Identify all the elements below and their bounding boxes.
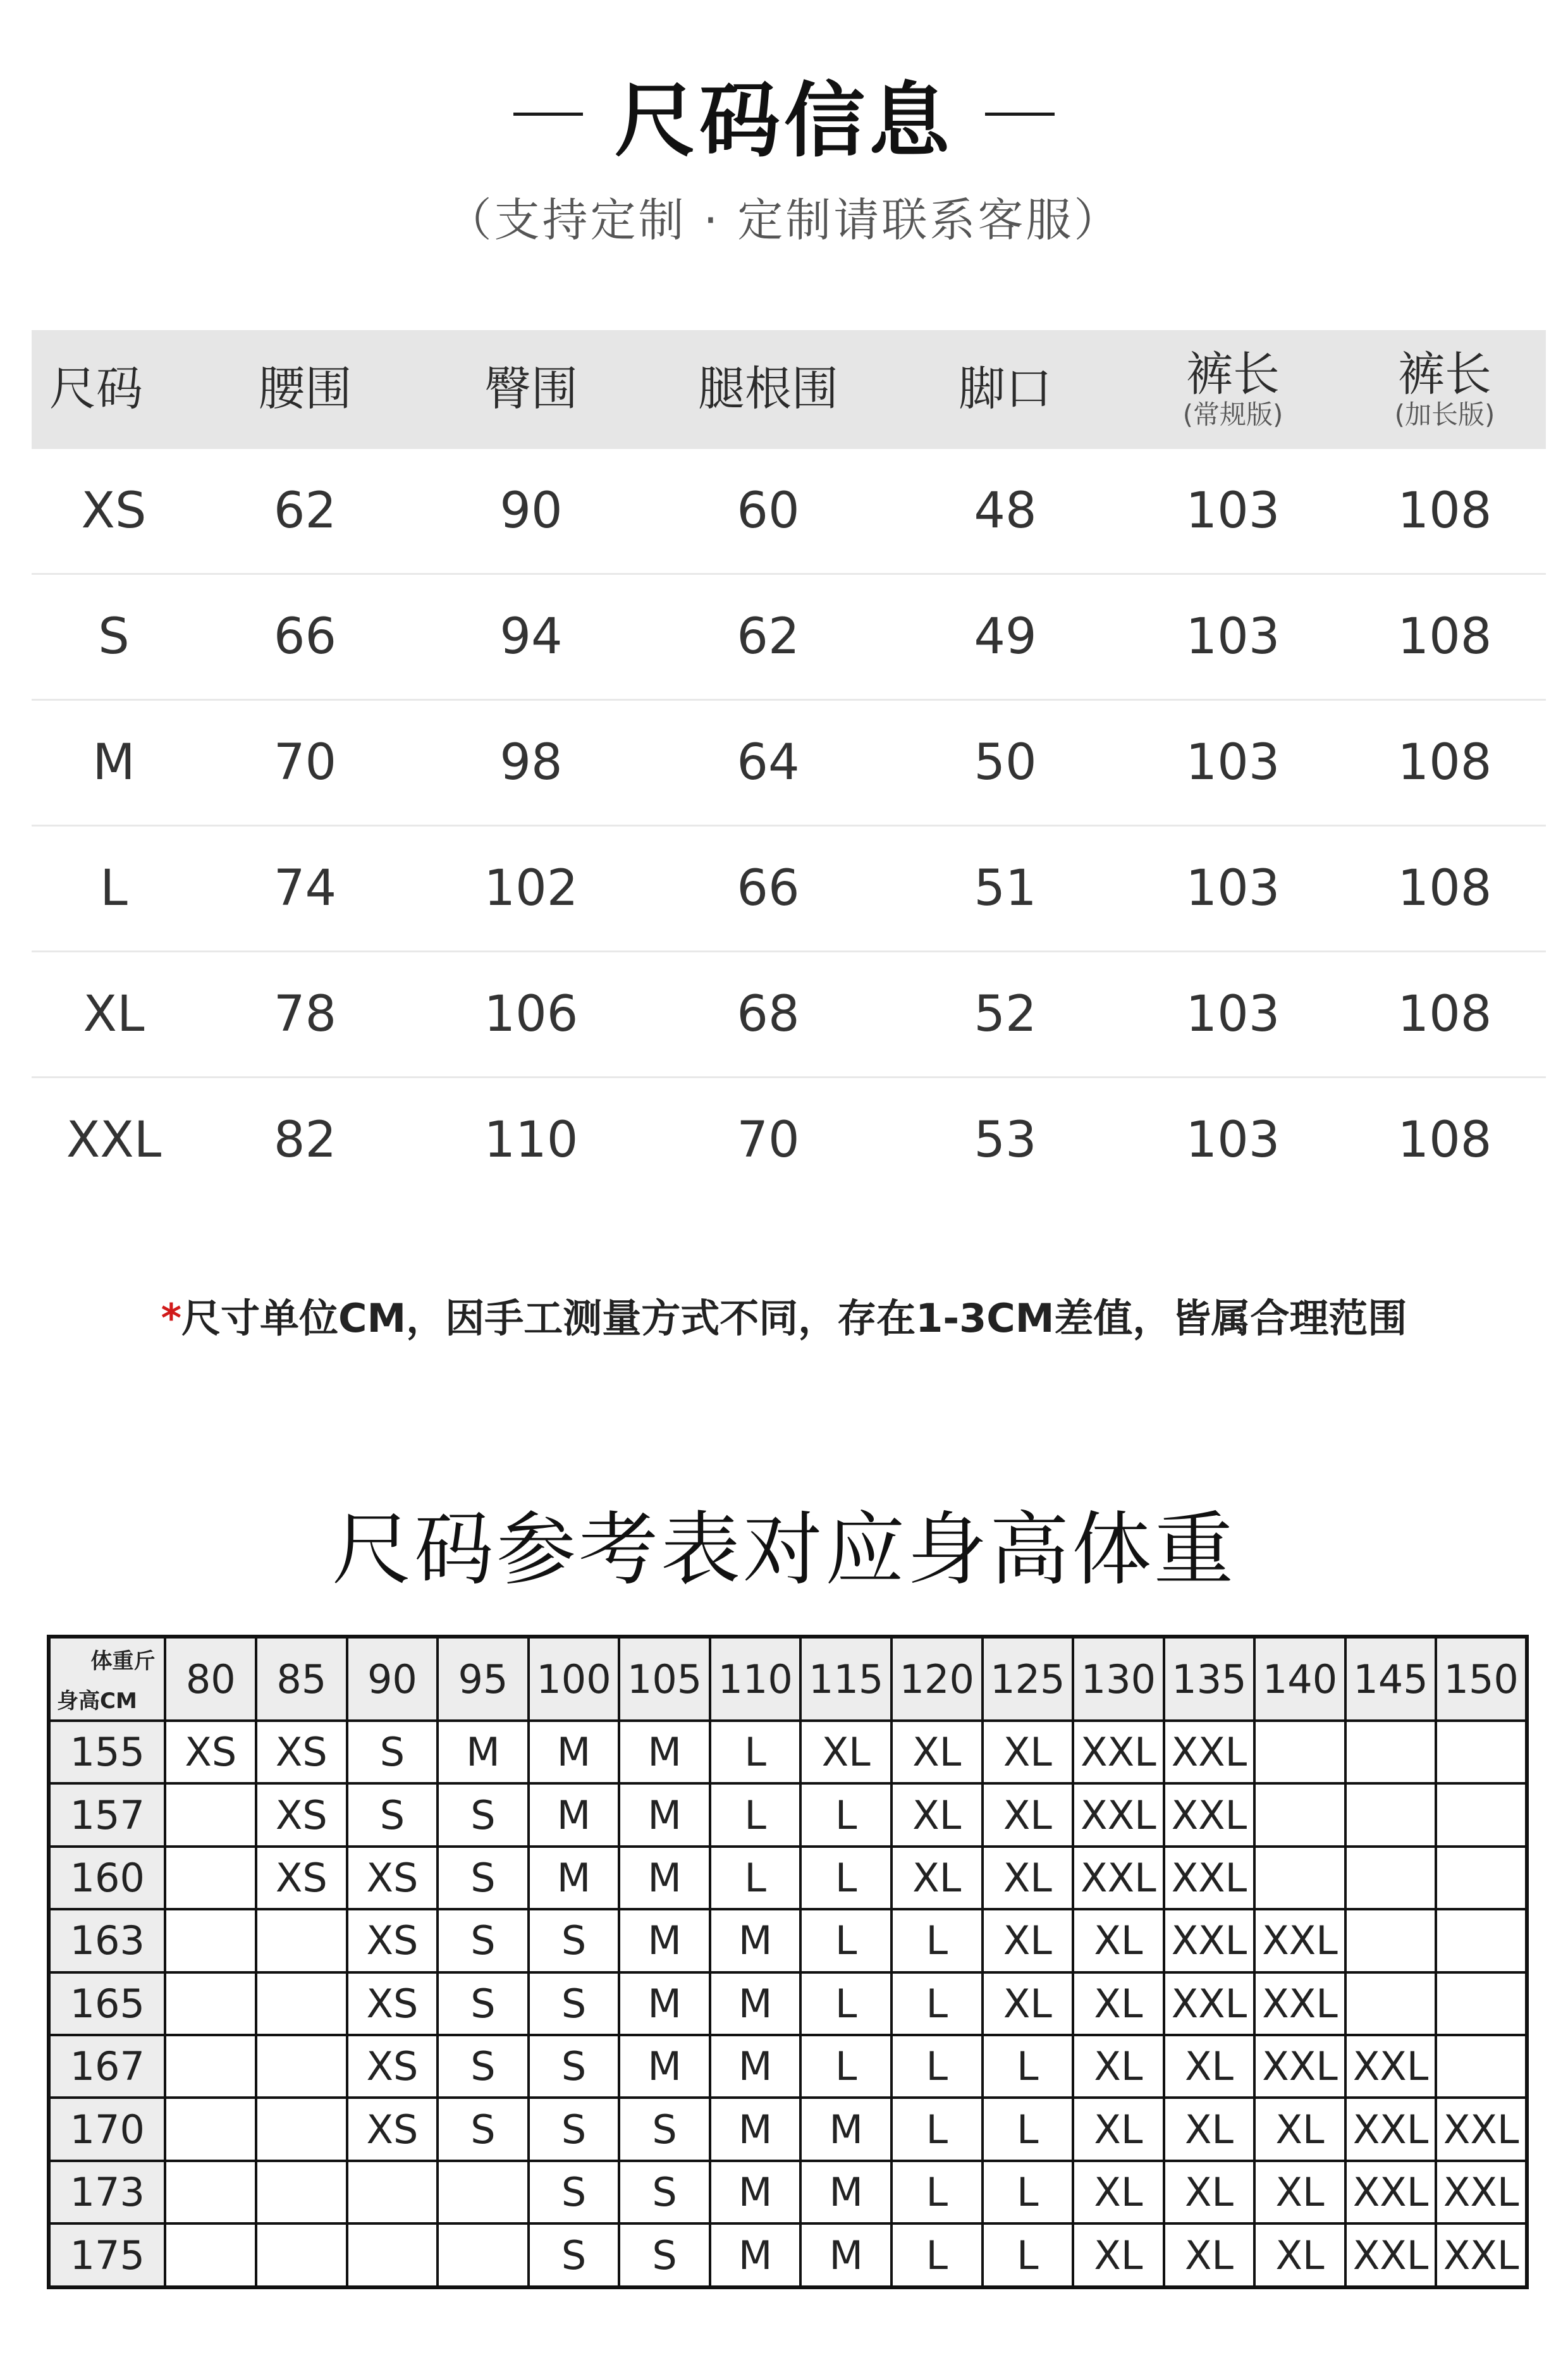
size-cell: XL	[1254, 2223, 1345, 2287]
page-title: 尺码信息	[614, 74, 953, 168]
size-cell: S	[619, 2223, 710, 2287]
measurement-cell: 82	[273, 1112, 337, 1169]
size-cell: XS	[165, 1721, 256, 1783]
size-cell	[1436, 1783, 1527, 1846]
size-label-cell: L	[32, 826, 196, 952]
table-row	[32, 1078, 1546, 1203]
size-cell: S	[529, 1909, 620, 1972]
size-cell: XXL	[1436, 2161, 1527, 2223]
size-cell: L	[710, 1847, 801, 1909]
size-cell: L	[983, 2035, 1074, 2098]
size-cell: XS	[347, 1909, 438, 1972]
measurement-cell: 68	[648, 952, 888, 1078]
corner-height-label: 身高CM	[57, 1688, 137, 1714]
size-cell	[347, 2161, 438, 2223]
size-cell: XL	[1073, 2223, 1164, 2287]
title-row	[0, 60, 1568, 168]
size-cell: S	[438, 2098, 529, 2160]
size-cell: L	[891, 1909, 983, 1972]
size-cell: M	[619, 2035, 710, 2098]
column-label: 尺码	[49, 362, 143, 417]
weight-header-cell: 100	[529, 1637, 620, 1721]
table-row	[49, 1972, 1527, 2035]
column-label: 裤长	[1398, 347, 1491, 402]
size-cell: XXL	[1254, 1909, 1345, 1972]
size-cell: M	[710, 2098, 801, 2160]
measurement-cell: 70	[196, 700, 414, 826]
size-cell: S	[347, 1721, 438, 1783]
measurement-cell: 108	[1397, 1112, 1492, 1169]
table-row	[32, 826, 1546, 952]
size-cell: XL	[1164, 2035, 1255, 2098]
size-cell	[256, 2035, 347, 2098]
weight-header-cell: 135	[1164, 1637, 1255, 1721]
measurement-cell: 52	[888, 952, 1122, 1078]
size-cell: S	[438, 1909, 529, 1972]
size-cell: XXL	[1345, 2098, 1436, 2160]
table-row	[32, 700, 1546, 826]
corner-weight-label: 体重斤	[90, 1649, 156, 1674]
size-cell: XL	[983, 1847, 1074, 1909]
size-cell: M	[619, 1909, 710, 1972]
column-label: 脚口	[959, 362, 1052, 417]
page-subtitle: （支持定制 · 定制请联系客服）	[446, 194, 1122, 247]
size-cell: XL	[1073, 2035, 1164, 2098]
size-cell	[165, 2161, 256, 2223]
weight-header-cell: 145	[1345, 1637, 1436, 1721]
size-cell: XS	[256, 1847, 347, 1909]
size-cell: S	[438, 1847, 529, 1909]
size-cell	[256, 2161, 347, 2223]
column-label: 腰围	[258, 362, 352, 417]
size-column-header	[1344, 330, 1546, 449]
size-cell: M	[529, 1783, 620, 1846]
table-row	[32, 952, 1546, 1078]
size-cell: XXL	[1164, 1909, 1255, 1972]
column-label: 腿根围	[698, 362, 838, 417]
size-cell: L	[800, 1972, 891, 2035]
weight-header-cell: 85	[256, 1637, 347, 1721]
size-cell: S	[619, 2098, 710, 2160]
measurement-cell: 108	[1344, 826, 1546, 952]
table-row	[49, 2035, 1527, 2098]
weight-header-cell: 80	[165, 1637, 256, 1721]
weight-header-cell: 150	[1436, 1637, 1527, 1721]
weight-header-cell: 120	[891, 1637, 983, 1721]
size-cell: L	[710, 1721, 801, 1783]
weight-header-cell: 95	[438, 1637, 529, 1721]
size-cell: XXL	[1254, 1972, 1345, 2035]
size-cell: XS	[347, 2098, 438, 2160]
size-cell	[165, 1783, 256, 1846]
height-cell: 175	[49, 2223, 165, 2287]
weight-header-cell: 90	[347, 1637, 438, 1721]
size-cell	[1436, 1721, 1527, 1783]
size-cell	[165, 1909, 256, 1972]
height-cell: 167	[49, 2035, 165, 2098]
measurement-cell: 50	[888, 700, 1122, 826]
column-label: 裤长	[1186, 347, 1280, 402]
size-cell: M	[800, 2098, 891, 2160]
table-row	[49, 1909, 1527, 1972]
size-cell: XXL	[1073, 1847, 1164, 1909]
size-cell: L	[800, 1783, 891, 1846]
size-cell: XL	[1164, 2161, 1255, 2223]
measurement-cell: 94	[414, 574, 648, 700]
size-cell: M	[438, 1721, 529, 1783]
measurement-cell: 53	[974, 1112, 1037, 1169]
measurement-cell: 78	[196, 952, 414, 1078]
size-cell: XXL	[1345, 2161, 1436, 2223]
height-cell: 155	[49, 1721, 165, 1783]
size-cell	[256, 1909, 347, 1972]
size-cell: XL	[983, 1721, 1074, 1783]
weight-header-cell: 140	[1254, 1637, 1345, 1721]
height-cell: 173	[49, 2161, 165, 2223]
size-label-cell: XS	[32, 449, 196, 574]
size-cell: M	[710, 2161, 801, 2223]
measurement-cell: 70	[737, 1112, 800, 1169]
size-cell: XXL	[1164, 1972, 1255, 2035]
weight-header-cell: 130	[1073, 1637, 1164, 1721]
size-cell: XL	[800, 1721, 891, 1783]
size-cell: M	[800, 2161, 891, 2223]
size-label-cell: XL	[32, 952, 196, 1078]
size-cell	[1254, 1721, 1345, 1783]
measurement-cell: 74	[196, 826, 414, 952]
size-cell: XXL	[1073, 1783, 1164, 1846]
table-row	[49, 1721, 1527, 1783]
weight-header-cell: 115	[800, 1637, 891, 1721]
size-cell	[165, 2098, 256, 2160]
size-cell: XL	[891, 1721, 983, 1783]
measurement-cell: 64	[648, 700, 888, 826]
measurement-cell: 103	[1122, 449, 1344, 574]
size-label-cell: S	[32, 574, 196, 700]
size-cell: XXL	[1254, 2035, 1345, 2098]
weight-header-cell: 125	[983, 1637, 1074, 1721]
size-cell: M	[619, 1721, 710, 1783]
size-cell	[1436, 1909, 1527, 1972]
measurement-cell: 103	[1122, 826, 1344, 952]
measurement-cell: 66	[196, 574, 414, 700]
size-table	[32, 330, 1546, 1202]
size-cell: XL	[1254, 2098, 1345, 2160]
size-cell: S	[529, 2161, 620, 2223]
measurement-cell: 62	[196, 449, 414, 574]
height-cell: 160	[49, 1847, 165, 1909]
column-sublabel: (常规版)	[1182, 398, 1283, 430]
size-cell	[1345, 1847, 1436, 1909]
size-cell: XXL	[1164, 1847, 1255, 1909]
table-row	[49, 2161, 1527, 2223]
size-cell: M	[619, 1783, 710, 1846]
table-row	[49, 1847, 1527, 1909]
measurement-note	[0, 1287, 1568, 1343]
note-star: *	[161, 1295, 181, 1341]
size-cell	[1345, 1783, 1436, 1846]
size-cell: L	[800, 1909, 891, 1972]
measurement-cell: 49	[888, 574, 1122, 700]
size-cell: L	[891, 2161, 983, 2223]
size-column-header	[414, 330, 648, 449]
size-cell	[256, 2098, 347, 2160]
size-cell: XL	[1254, 2161, 1345, 2223]
size-cell: L	[800, 1847, 891, 1909]
measurement-cell: 90	[414, 449, 648, 574]
size-table-header	[32, 330, 1546, 449]
measurement-cell: 108	[1344, 449, 1546, 574]
table-row	[32, 574, 1546, 700]
size-cell: S	[438, 1972, 529, 2035]
corner-cell	[49, 1637, 165, 1721]
size-cell	[165, 1847, 256, 1909]
measurement-cell: 60	[648, 449, 888, 574]
measurement-cell: 106	[414, 952, 648, 1078]
size-cell	[1436, 1847, 1527, 1909]
size-cell: XL	[891, 1783, 983, 1846]
weight-header-cell: 110	[710, 1637, 801, 1721]
size-cell	[1436, 2035, 1527, 2098]
height-cell: 157	[49, 1783, 165, 1846]
size-cell: XL	[983, 1909, 1074, 1972]
size-cell	[438, 2223, 529, 2287]
size-cell: S	[347, 1783, 438, 1846]
height-cell: 170	[49, 2098, 165, 2160]
measurement-cell: 51	[888, 826, 1122, 952]
title-dash-right	[985, 113, 1055, 116]
size-label-cell: M	[32, 700, 196, 826]
size-cell	[256, 1972, 347, 2035]
size-cell: XXL	[1345, 2223, 1436, 2287]
size-cell	[1345, 1721, 1436, 1783]
measurement-cell: 108	[1344, 700, 1546, 826]
size-cell	[1345, 1909, 1436, 1972]
measurement-cell: 103	[1122, 700, 1344, 826]
size-cell	[165, 2035, 256, 2098]
size-cell: L	[983, 2161, 1074, 2223]
size-cell	[165, 2223, 256, 2287]
table-row	[49, 1783, 1527, 1846]
measurement-cell: 103	[1185, 1112, 1280, 1169]
size-cell: L	[800, 2035, 891, 2098]
size-cell: XL	[1073, 1972, 1164, 2035]
size-cell	[1436, 1972, 1527, 2035]
size-cell: XXL	[1164, 1721, 1255, 1783]
size-cell: S	[619, 2161, 710, 2223]
note-text: 尺寸单位CM，因手工测量方式不同，存在1-3CM差值，皆属合理范围	[181, 1295, 1407, 1341]
size-cell: XS	[347, 1972, 438, 2035]
reference-table-header	[49, 1637, 1527, 1721]
size-cell	[1254, 1847, 1345, 1909]
table-row	[49, 2223, 1527, 2287]
size-cell: XL	[1073, 2161, 1164, 2223]
size-column-header	[32, 330, 196, 449]
table-row	[49, 2098, 1527, 2160]
size-cell: S	[529, 2223, 620, 2287]
measurement-cell: 103	[1122, 574, 1344, 700]
table-row	[32, 449, 1546, 574]
size-cell: M	[710, 1909, 801, 1972]
size-cell: L	[891, 1972, 983, 2035]
reference-table-body	[49, 1721, 1527, 2287]
measurement-cell: 103	[1122, 952, 1344, 1078]
size-column-header	[196, 330, 414, 449]
size-table-body	[32, 449, 1546, 1202]
weight-header-cell: 105	[619, 1637, 710, 1721]
column-label: 臀围	[484, 362, 578, 417]
size-cell: M	[619, 1847, 710, 1909]
measurement-cell: 98	[414, 700, 648, 826]
title-dash-left	[513, 113, 583, 116]
measurement-cell: 66	[648, 826, 888, 952]
measurement-cell: 102	[414, 826, 648, 952]
height-cell: 165	[49, 1972, 165, 2035]
size-cell	[1345, 1972, 1436, 2035]
size-cell: XXL	[1436, 2223, 1527, 2287]
reference-table	[47, 1635, 1529, 2289]
size-cell: XS	[347, 1847, 438, 1909]
size-cell: XXL	[1073, 1721, 1164, 1783]
size-cell: L	[983, 2098, 1074, 2160]
size-cell: L	[983, 2223, 1074, 2287]
size-cell: L	[891, 2098, 983, 2160]
measurement-cell: 62	[648, 574, 888, 700]
size-cell: M	[619, 1972, 710, 2035]
size-cell: L	[891, 2035, 983, 2098]
size-column-header	[1122, 330, 1344, 449]
height-cell: 163	[49, 1909, 165, 1972]
size-cell: M	[710, 2223, 801, 2287]
size-cell: XL	[1164, 2098, 1255, 2160]
size-cell: M	[800, 2223, 891, 2287]
size-cell: XL	[983, 1783, 1074, 1846]
size-cell	[347, 2223, 438, 2287]
size-cell: XS	[256, 1783, 347, 1846]
size-cell: S	[529, 1972, 620, 2035]
size-cell: M	[529, 1721, 620, 1783]
size-cell	[165, 1972, 256, 2035]
column-sublabel: (加长版)	[1394, 398, 1495, 430]
size-cell: S	[438, 2035, 529, 2098]
size-cell	[438, 2161, 529, 2223]
measurement-cell: 48	[888, 449, 1122, 574]
size-cell: XL	[1073, 1909, 1164, 1972]
size-cell: S	[438, 1783, 529, 1846]
size-label-cell: XXL	[66, 1112, 162, 1169]
size-cell: XXL	[1345, 2035, 1436, 2098]
measurement-cell: 110	[484, 1112, 579, 1169]
size-cell: L	[891, 2223, 983, 2287]
size-cell: XL	[891, 1847, 983, 1909]
size-cell: M	[710, 2035, 801, 2098]
size-cell: S	[529, 2098, 620, 2160]
size-column-header	[888, 330, 1122, 449]
size-cell: XXL	[1436, 2098, 1527, 2160]
size-cell: XS	[347, 2035, 438, 2098]
size-cell: XXL	[1164, 1783, 1255, 1846]
size-cell: M	[529, 1847, 620, 1909]
size-cell: XL	[983, 1972, 1074, 2035]
size-column-header	[648, 330, 888, 449]
size-cell: XL	[1164, 2223, 1255, 2287]
size-cell	[256, 2223, 347, 2287]
measurement-cell: 108	[1344, 952, 1546, 1078]
size-cell	[1254, 1783, 1345, 1846]
size-cell: M	[710, 1972, 801, 2035]
reference-title: 尺码参考表对应身高体重	[332, 1503, 1236, 1596]
size-cell: XL	[1073, 2098, 1164, 2160]
size-cell: L	[710, 1783, 801, 1846]
size-cell: S	[529, 2035, 620, 2098]
size-cell: XS	[256, 1721, 347, 1783]
measurement-cell: 108	[1344, 574, 1546, 700]
